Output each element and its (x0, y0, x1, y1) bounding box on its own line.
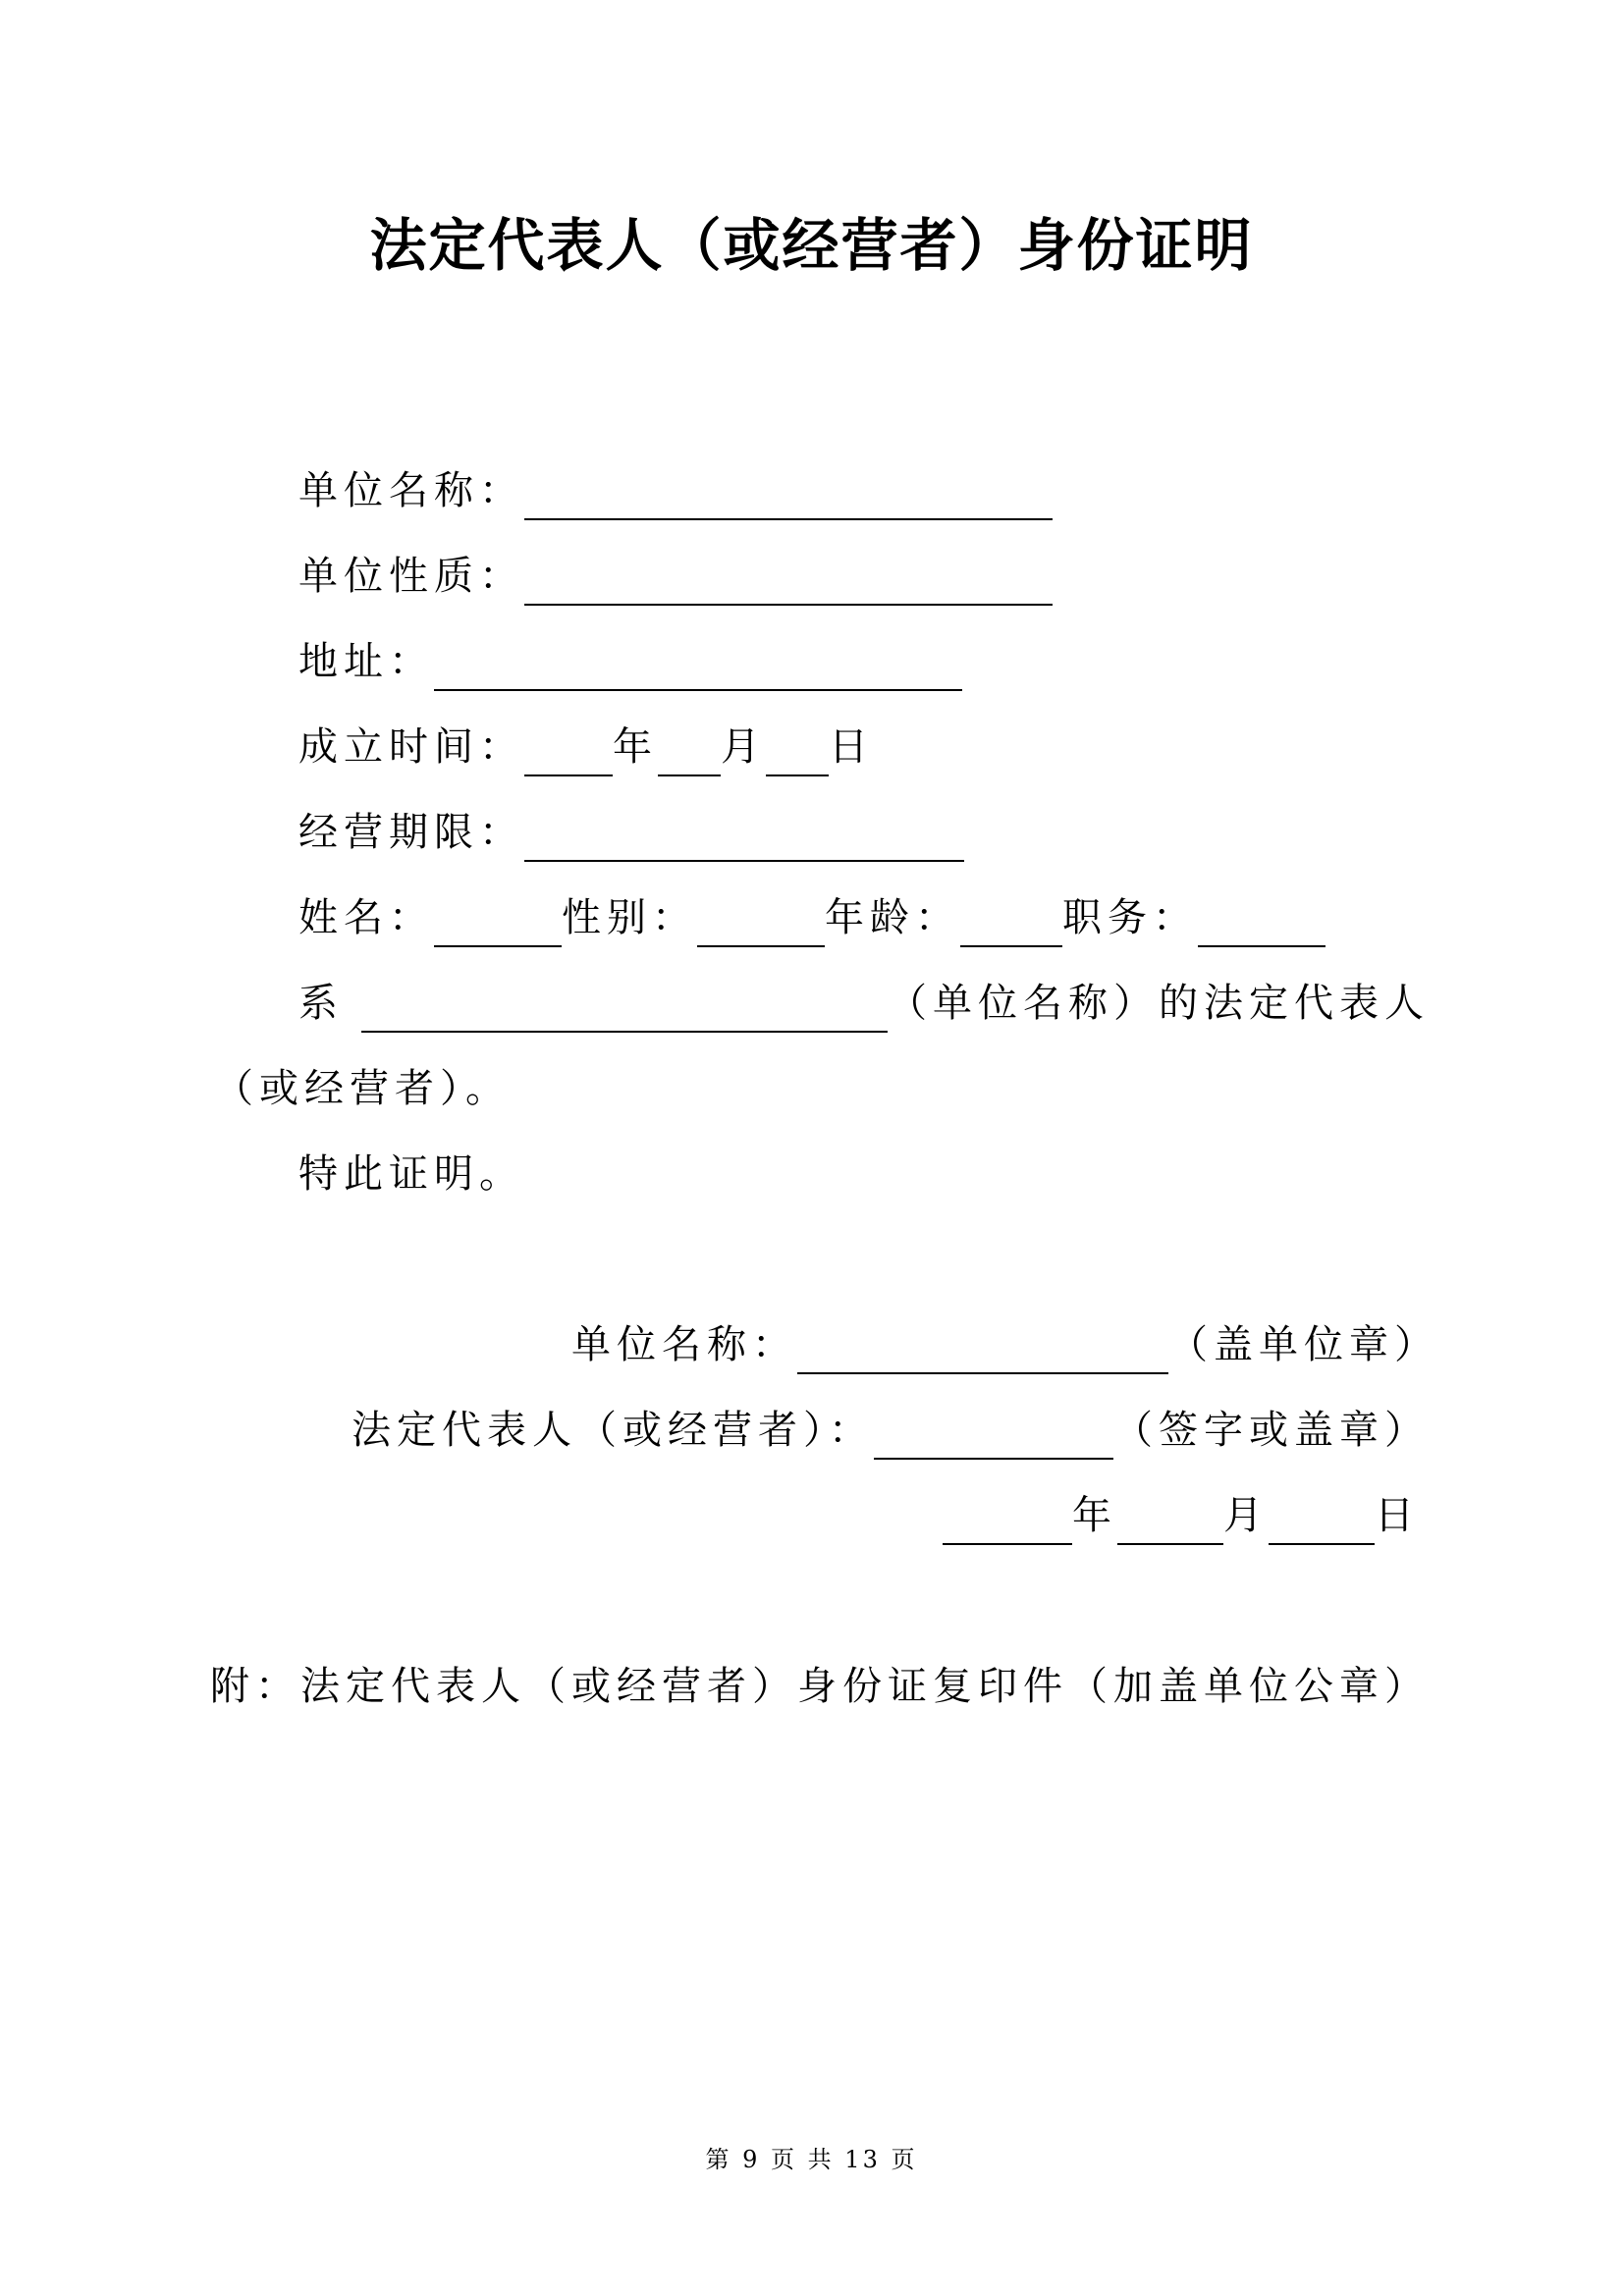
signature-rep-blank[interactable] (874, 1413, 1113, 1460)
unit-nature-label: 单位性质： (298, 554, 524, 599)
name-blank[interactable] (434, 900, 562, 947)
age-blank[interactable] (960, 900, 1062, 947)
founded-day-label: 日 (829, 724, 874, 770)
signature-unit-label: 单位名称： (571, 1322, 797, 1367)
statement-unit-blank[interactable] (361, 986, 888, 1033)
founded-label: 成立时间： (298, 724, 524, 770)
gender-blank[interactable] (697, 900, 825, 947)
founded-year-blank[interactable] (524, 729, 613, 776)
unit-name-label: 单位名称： (298, 468, 524, 513)
statement-continuation: （或经营者）。 (214, 1066, 511, 1111)
signature-rep-note: （签字或盖章） (1113, 1408, 1430, 1453)
personal-info-row (298, 888, 1325, 947)
address-row (298, 632, 962, 691)
signature-rep-row (352, 1401, 1430, 1460)
statement-row (298, 974, 1430, 1033)
address-label: 地址： (298, 639, 434, 684)
signature-day-blank[interactable] (1269, 1498, 1375, 1545)
signature-year-label: 年 (1072, 1493, 1117, 1538)
page-title: 法定代表人（或经营者）身份证明 (369, 212, 1254, 279)
signature-date-row (943, 1486, 1420, 1545)
founded-date-row (298, 718, 874, 776)
unit-name-row (298, 461, 1053, 520)
signature-rep-label: 法定代表人（或经营者）： (352, 1408, 874, 1453)
name-label: 姓名： (298, 895, 434, 940)
founded-day-blank[interactable] (766, 729, 829, 776)
signature-year-blank[interactable] (943, 1498, 1072, 1545)
business-period-blank[interactable] (524, 815, 964, 862)
address-blank[interactable] (434, 644, 962, 691)
signature-unit-row (571, 1315, 1439, 1374)
signature-unit-blank[interactable] (797, 1327, 1168, 1374)
attachment-row (210, 1657, 1430, 1716)
founded-month-blank[interactable] (658, 729, 721, 776)
signature-month-label: 月 (1223, 1493, 1269, 1538)
founded-year-label: 年 (613, 724, 658, 770)
signature-unit-note: （盖单位章） (1168, 1322, 1439, 1367)
unit-nature-row (298, 547, 1053, 606)
age-label: 年龄： (825, 895, 960, 940)
unit-name-blank[interactable] (524, 473, 1053, 520)
attachment-text: 附：法定代表人（或经营者）身份证复印件（加盖单位公章） (210, 1664, 1430, 1709)
signature-day-label: 日 (1375, 1493, 1420, 1538)
business-period-row (298, 803, 964, 862)
position-blank[interactable] (1198, 900, 1325, 947)
business-period-label: 经营期限： (298, 810, 524, 855)
page-number-footer: 第 9 页 共 13 页 (705, 2146, 918, 2173)
signature-month-blank[interactable] (1117, 1498, 1223, 1545)
founded-month-label: 月 (721, 724, 766, 770)
statement-continuation-row (214, 1059, 511, 1118)
closing-row (298, 1145, 524, 1203)
position-label: 职务： (1062, 895, 1198, 940)
gender-label: 性别： (562, 895, 697, 940)
unit-nature-blank[interactable] (524, 559, 1053, 606)
statement-suffix: （单位名称）的法定代表人 (888, 981, 1430, 1026)
closing-text: 特此证明。 (298, 1151, 524, 1197)
statement-prefix: 系 (298, 981, 344, 1026)
